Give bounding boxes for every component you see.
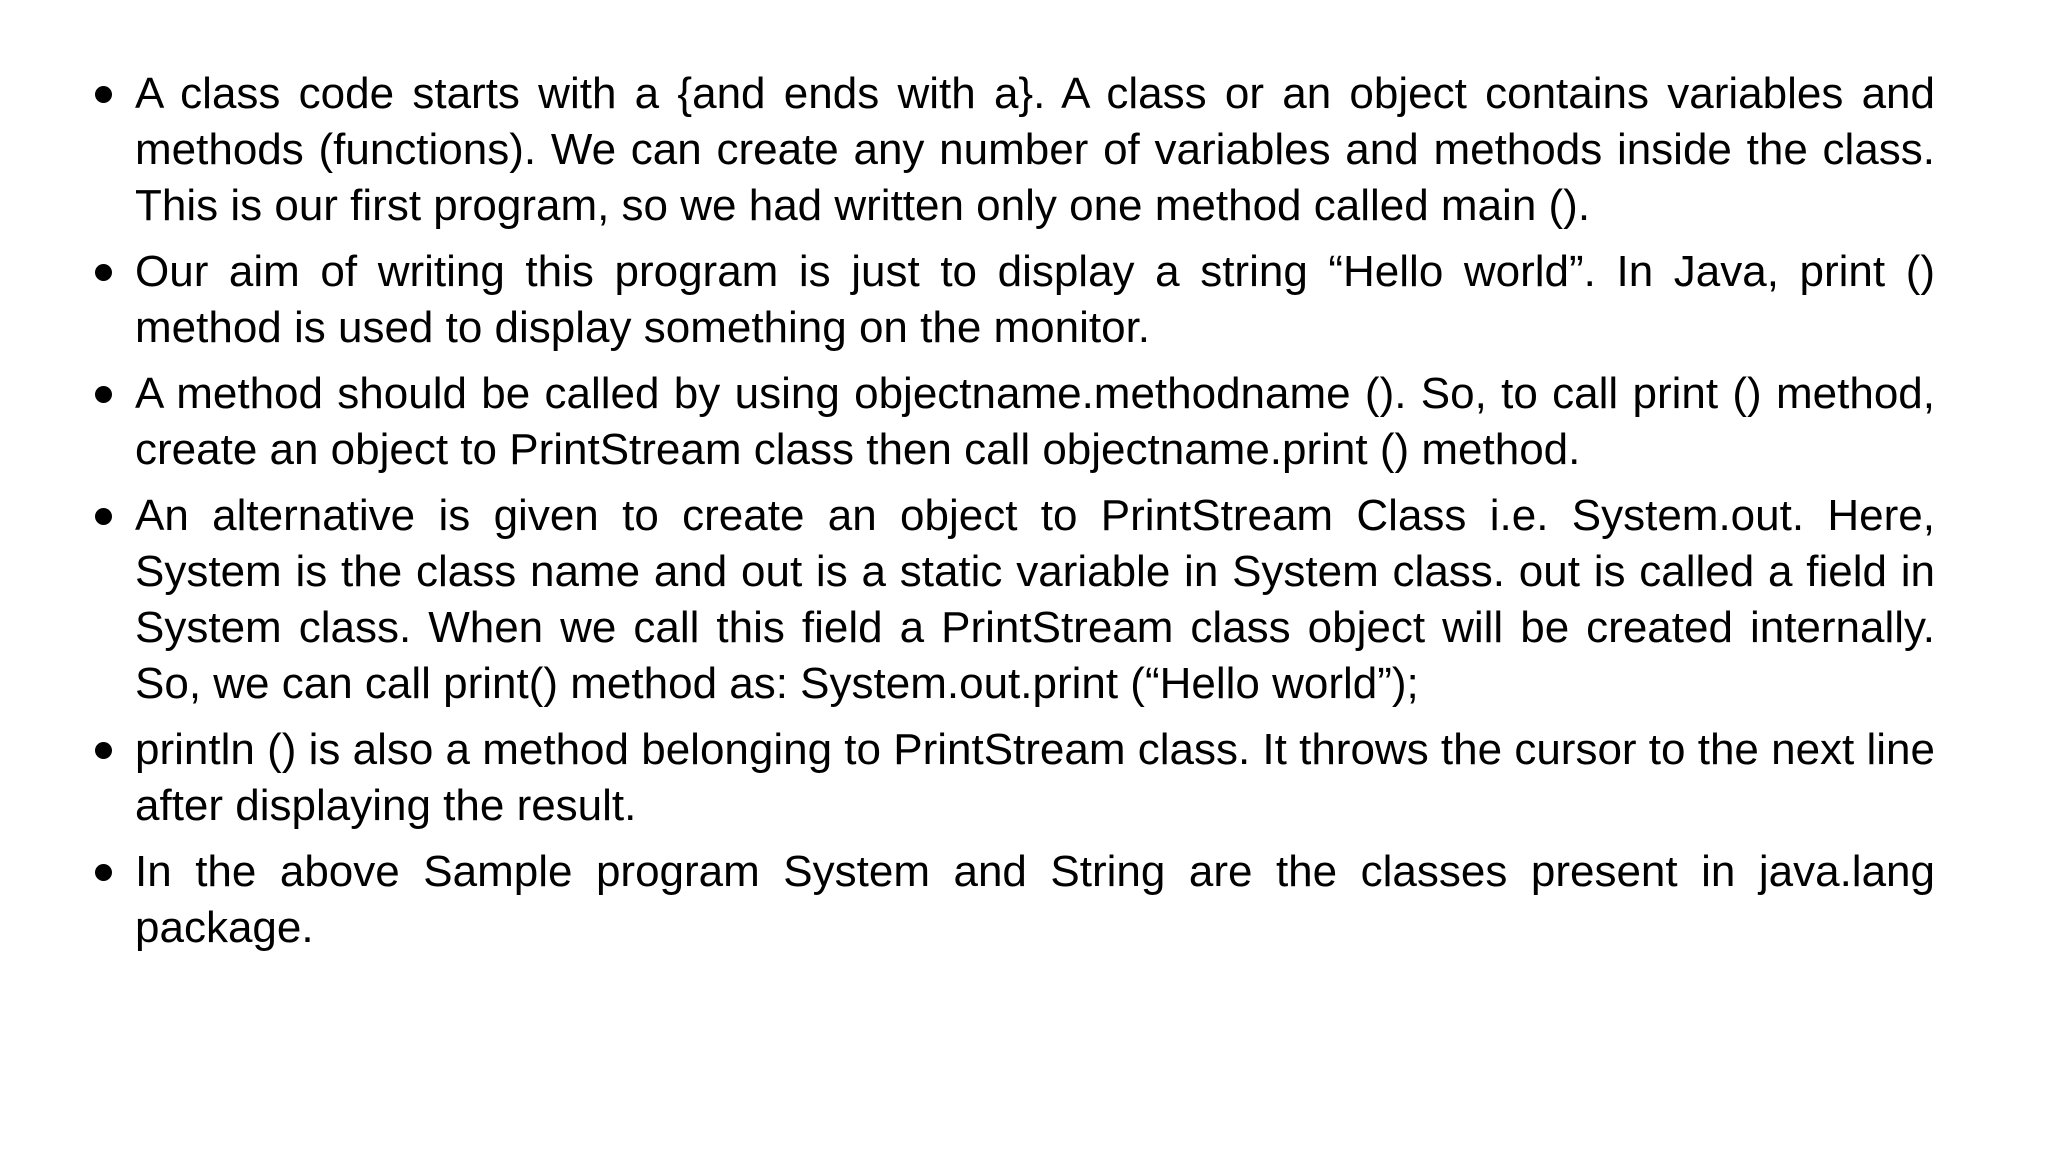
bullet-text: println () is also a method belonging to PrintStream class. It throws the cursor to the next line after displaying the result. bbox=[135, 725, 1935, 830]
bullet-text: A method should be called by using objectname.methodname (). So, to call print () method, create an object to PrintStream class then call objectname.print () method. bbox=[135, 369, 1935, 474]
bullet-item-4 bbox=[95, 488, 1935, 712]
bullet-text: Our aim of writing this program is just to display a string “Hello world”. In Java, print () method is used to display something on the monitor. bbox=[135, 247, 1935, 352]
bullet-dot-icon bbox=[95, 386, 112, 403]
bullet-item-3 bbox=[95, 366, 1935, 478]
bullet-dot-icon bbox=[95, 864, 112, 881]
bullet-dot-icon bbox=[95, 86, 112, 103]
bullet-dot-icon bbox=[95, 264, 112, 281]
bullet-item-2 bbox=[95, 244, 1935, 356]
bullet-text: In the above Sample program System and String are the classes present in java.lang package. bbox=[135, 847, 1935, 952]
bullet-dot-icon bbox=[95, 742, 112, 759]
bullet-dot-icon bbox=[95, 508, 112, 525]
bullet-text: A class code starts with a {and ends with a}. A class or an object contains variables and methods (functions). We can create any number of variables and methods inside the class. This is our first program, so we had written only one method called main (). bbox=[135, 69, 1935, 230]
bullet-list bbox=[95, 66, 1935, 966]
bullet-item-1 bbox=[95, 66, 1935, 234]
bullet-item-6 bbox=[95, 844, 1935, 956]
bullet-item-5 bbox=[95, 722, 1935, 834]
bullet-text: An alternative is given to create an object to PrintStream Class i.e. System.out. Here, System is the class name and out is a static variable in System class. out is called a field in System class. When we call this field a PrintStream class object will be created internally. So, we can call print() method as: System.out.print (“Hello world”); bbox=[135, 491, 1935, 708]
